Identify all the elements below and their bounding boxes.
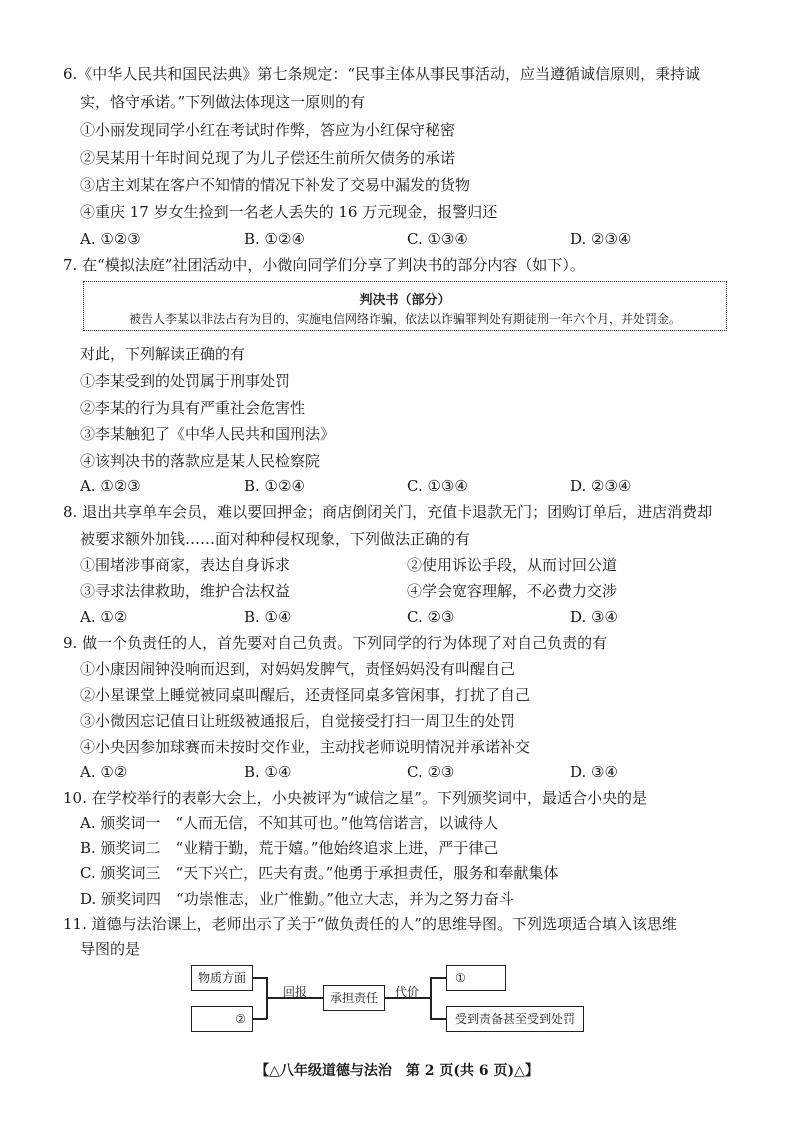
q8-item: ②使用诉讼手段，从而讨回公道 (407, 556, 618, 574)
connector (253, 977, 267, 979)
q8-item: ④学会宽容理解，不必费力交涉 (407, 582, 618, 600)
mindmap-right-top-box: ① (446, 965, 506, 991)
q8-option-b: B. ①④ (244, 608, 292, 626)
judgment-text: 被告人李某以非法占有为目的，实施电信网络诈骗，依法以诈骗罪判处有期徒刑一年六个月，并处罚金。 (128, 312, 681, 326)
q9-item: ④小央因参加球赛而未按时交作业，主动找老师说明情况并承诺补交 (80, 738, 531, 756)
q6-option-b: B. ①②④ (244, 230, 305, 248)
q6-stem-line1: 6.《中华人民共和国民法典》第七条规定：“民事主体从事民事活动，应当遵循诚信原则，秉持诚 (63, 65, 700, 83)
q7-item: ④该判决书的落款应是某人民检察院 (80, 452, 321, 470)
connector (430, 977, 432, 1019)
q8-item: ③寻求法律救助，维护合法权益 (80, 582, 291, 600)
mindmap-center-box: 承担责任 (323, 985, 385, 1011)
q7-item: ①李某受到的处罚属于刑事处罚 (80, 372, 291, 390)
q8-option-a: A. ①② (80, 608, 128, 626)
connector (430, 1018, 446, 1020)
q9-option-d: D. ③④ (570, 763, 618, 781)
q9-item: ③小微因忘记值日让班级被通报后，自觉接受打扫一周卫生的处罚 (80, 712, 516, 730)
q6-item: ④重庆 17 岁女生捡到一名老人丢失的 16 万元现金，报警归还 (80, 203, 498, 221)
q9-item: ①小康因闹钟没响而迟到，对妈妈发脾气，责怪妈妈没有叫醒自己 (80, 660, 516, 678)
mindmap-left-top-box: 物质方面 (191, 965, 253, 991)
q8-stem-line2: 被要求额外加钱……面对种种侵权现象，下列做法正确的有 (80, 530, 471, 548)
q7-item: ②李某的行为具有严重社会危害性 (80, 399, 306, 417)
q9-item: ②小星课堂上睡觉被同桌叫醒后，还责怪同桌多管闲事，打扰了自己 (80, 686, 531, 704)
q9-option-c: C. ②③ (407, 763, 455, 781)
mindmap-label-return: 回报 (283, 985, 308, 999)
judgment-title: 判决书（部分） (359, 293, 451, 308)
q11-stem-line1: 11. 道德与法治课上，老师出示了关于“做负责任的人”的思维导图。下列选项适合填入该思维 (63, 915, 677, 933)
q9-stem: 9. 做一个负责任的人，首先要对自己负责。下列同学的行为体现了对自己负责的有 (63, 634, 608, 652)
q10-option-d: D. 颁奖词四 “功崇惟志，业广惟勤。”他立大志，并为之努力奋斗 (80, 890, 514, 908)
q8-option-c: C. ②③ (407, 608, 455, 626)
q6-item: ②吴某用十年时间兑现了为儿子偿还生前所欠债务的承诺 (80, 149, 456, 167)
judgment-excerpt-box (83, 281, 727, 331)
q7-option-a: A. ①②③ (80, 477, 141, 495)
q7-option-c: C. ①③④ (407, 477, 468, 495)
q7-option-d: D. ②③④ (570, 477, 632, 495)
q10-stem: 10. 在学校举行的表彰大会上，小央被评为“诚信之星”。下列颁奖词中，最适合小央的是 (63, 789, 647, 807)
q8-item: ①围堵涉事商家，表达自身诉求 (80, 556, 291, 574)
page-footer: 【△八年级道德与法治 第 2 页(共 6 页)△】 (255, 1063, 539, 1079)
mindmap-right-bottom-box: 受到责备甚至受到处罚 (446, 1006, 584, 1032)
connector (430, 977, 446, 979)
mindmap-left-bottom-box: ② (191, 1006, 253, 1032)
q7-item: ③李某触犯了《中华人民共和国刑法》 (80, 425, 336, 443)
q10-option-a: A. 颁奖词一 “人而无信，不知其可也。”他笃信诺言，以诚待人 (80, 814, 499, 832)
q6-item: ③店主刘某在客户不知情的情况下补发了交易中漏发的货物 (80, 176, 471, 194)
q6-option-a: A. ①②③ (80, 230, 141, 248)
connector (253, 1018, 267, 1020)
q10-option-c: C. 颁奖词三 “天下兴亡，匹夫有责。”他勇于承担责任，服务和奉献集体 (80, 864, 559, 882)
q10-option-b: B. 颁奖词二 “业精于勤，荒于嬉。”他始终追求上进，严于律己 (80, 839, 499, 857)
q6-option-d: D. ②③④ (570, 230, 632, 248)
q8-stem-line1: 8. 退出共享单车会员，难以要回押金；商店倒闭关门，充值卡退款无门；团购订单后，进店消费却 (63, 503, 713, 521)
q7-stem: 7. 在“模拟法庭”社团活动中，小微向同学们分享了判决书的部分内容（如下）。 (63, 256, 585, 274)
q7-option-b: B. ①②④ (244, 477, 305, 495)
q11-stem-line2: 导图的是 (80, 940, 141, 958)
q6-stem-line2: 实，恪守承诺。”下列做法体现这一原则的有 (80, 93, 366, 111)
q9-option-a: A. ①② (80, 763, 128, 781)
q7-lead: 对此，下列解读正确的有 (80, 345, 246, 363)
mindmap-label-cost: 代价 (395, 985, 420, 999)
q6-item: ①小丽发现同学小红在考试时作弊，答应为小红保守秘密 (80, 121, 456, 139)
q8-option-d: D. ③④ (570, 608, 618, 626)
q6-option-c: C. ①③④ (407, 230, 468, 248)
q9-option-b: B. ①④ (244, 763, 292, 781)
